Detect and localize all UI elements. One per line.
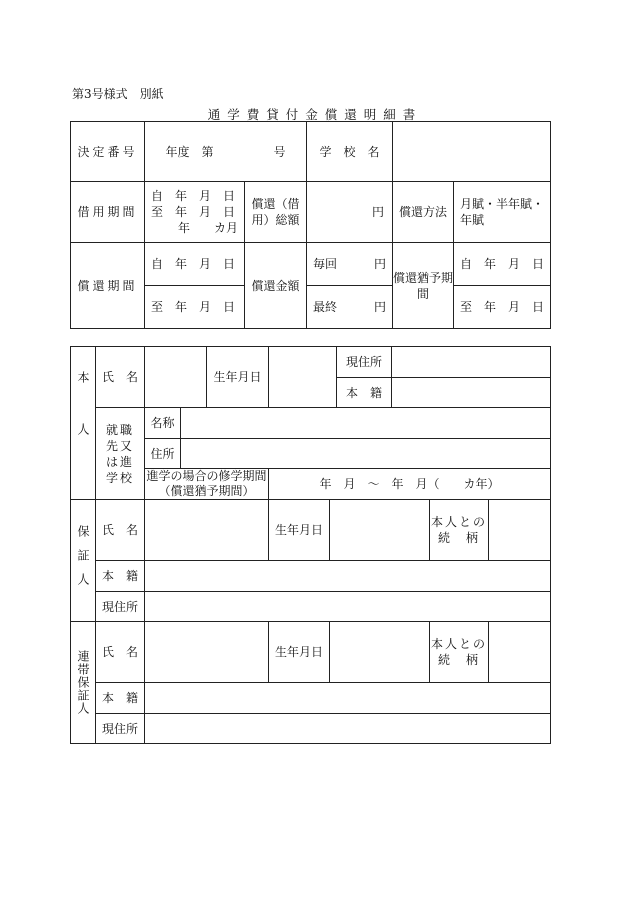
last-yen: 円 (374, 300, 387, 314)
last-label: 最終 (313, 300, 338, 314)
each-yen: 円 (374, 257, 387, 271)
joint-name-field[interactable] (145, 622, 269, 683)
decision-no-label: 決定番号 (71, 122, 145, 182)
employer-name-label: 名称 (145, 408, 181, 439)
self-name-label: 氏 名 (96, 347, 145, 408)
guarantor-address-label: 現住所 (96, 592, 145, 622)
self-section-label: 本人 (71, 347, 96, 500)
joint-address-field[interactable] (145, 714, 551, 744)
study-period-label: 進学の場合の修学期間（償還猶予期間） (146, 469, 267, 498)
guarantor-name-field[interactable] (145, 500, 269, 561)
study-period-value[interactable]: 年 月 ～ 年 月（ カ年） (269, 469, 551, 500)
person-table (70, 346, 551, 744)
repay-from[interactable]: 自 年 月 日 (145, 243, 245, 286)
guarantor-section-label: 保証人 (71, 500, 96, 622)
guarantor-address-field[interactable] (145, 592, 551, 622)
self-dob-label: 生年月日 (207, 347, 269, 408)
self-dob-field[interactable] (269, 347, 337, 408)
grace-from[interactable]: 自 年 月 日 (454, 243, 551, 286)
page-title: 通学費貸付金償還明細書 (207, 107, 423, 122)
school-name-field[interactable] (393, 122, 551, 182)
joint-guarantor-section-label: 連帯保証人 (71, 622, 96, 744)
method-label: 償還方法 (393, 182, 454, 243)
each-amount-cell[interactable] (307, 243, 393, 286)
guarantor-relation-label: 本人との続 柄 (430, 500, 489, 561)
joint-relation-field[interactable] (489, 622, 551, 683)
joint-honseki-label: 本 籍 (96, 683, 145, 714)
form-id: 第3号様式 別紙 (72, 87, 164, 101)
grace-to[interactable]: 至 年 月 日 (454, 286, 551, 329)
period-cell[interactable] (145, 182, 245, 243)
period-to: 至 年 月 日 (151, 205, 236, 219)
amount-label: 償還金額 (245, 243, 307, 329)
employer-address-field[interactable] (181, 439, 551, 469)
joint-dob-label: 生年月日 (269, 622, 330, 683)
grace-label: 償還猶予期 間 (393, 243, 454, 329)
period-from: 自 年 月 日 (151, 189, 236, 203)
total-label: 償還（借用）総額 (245, 182, 307, 243)
last-amount-cell[interactable] (307, 286, 393, 329)
self-honseki-field[interactable] (392, 378, 551, 408)
joint-honseki-field[interactable] (145, 683, 551, 714)
guarantor-honseki-label: 本 籍 (96, 561, 145, 592)
loan-table (70, 121, 551, 329)
repay-period-label: 償還期間 (71, 243, 145, 329)
self-honseki-label: 本 籍 (337, 378, 392, 408)
employer-label: 就職先又は進学校 (96, 408, 145, 500)
self-address-label: 現住所 (337, 347, 392, 378)
period-months: 年 カ月 (177, 221, 238, 235)
joint-address-label: 現住所 (96, 714, 145, 744)
total-field[interactable]: 円 (307, 182, 393, 243)
each-label: 毎回 (313, 257, 338, 271)
self-address-field[interactable] (392, 347, 551, 378)
joint-dob-field[interactable] (330, 622, 430, 683)
guarantor-dob-label: 生年月日 (269, 500, 330, 561)
school-name-label: 学 校 名 (307, 122, 393, 182)
period-label: 借用期間 (71, 182, 145, 243)
guarantor-dob-field[interactable] (330, 500, 430, 561)
decision-no-value: 年度 第 号 (145, 122, 307, 182)
self-name-field[interactable] (145, 347, 207, 408)
employer-address-label: 住所 (145, 439, 181, 469)
guarantor-relation-field[interactable] (489, 500, 551, 561)
method-value[interactable]: 月賦・半年賦・年賦 (454, 182, 551, 243)
joint-relation-label: 本人との続 柄 (430, 622, 489, 683)
joint-name-label: 氏 名 (96, 622, 145, 683)
repay-to[interactable]: 至 年 月 日 (145, 286, 245, 329)
guarantor-name-label: 氏 名 (96, 500, 145, 561)
guarantor-honseki-field[interactable] (145, 561, 551, 592)
employer-name-field[interactable] (181, 408, 551, 439)
